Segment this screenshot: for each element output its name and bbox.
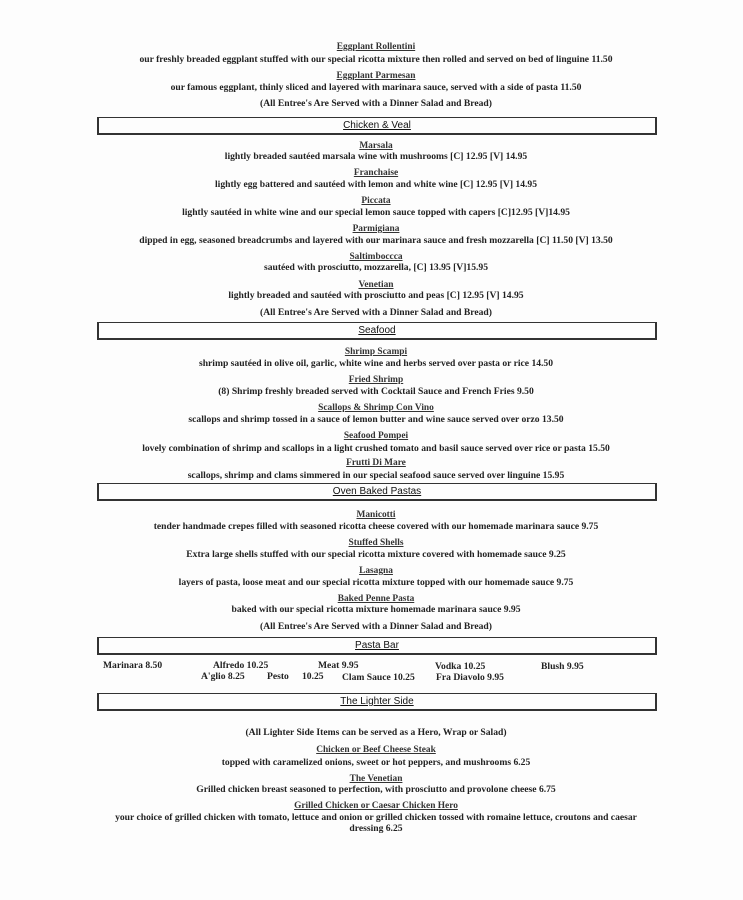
- item-title: Grilled Chicken or Caesar Chicken Hero: [294, 801, 458, 811]
- item-desc: dipped in egg, seasoned breadcrumbs and layered with our marinara sauce and fresh mozzarella [C] 11.50 [V] 13.50: [139, 235, 613, 246]
- pasta-option: Alfredo 10.25: [213, 660, 269, 671]
- item-desc: layers of pasta, loose meat and our special ricotta mixture topped with our homemade sauce 9.75: [178, 577, 574, 588]
- item-desc: Extra large shells stuffed with our special ricotta mixture covered with homemade sauce 9.25: [186, 549, 566, 560]
- item-title: Shrimp Scampi: [344, 347, 408, 357]
- item-title: Lasagna: [359, 566, 393, 576]
- item-desc: our freshly breaded eggplant stuffed with our special ricotta mixture then rolled and served on bed of linguine 11.50: [139, 54, 613, 65]
- item-desc: (8) Shrimp freshly breaded served with Cocktail Sauce and French Fries 9.50: [218, 386, 534, 397]
- item-title: Piccata: [361, 196, 391, 206]
- section-header-pasta-bar: [97, 637, 657, 655]
- entree-note: (All Entree's Are Served with a Dinner Salad and Bread): [260, 307, 492, 318]
- item-desc: tender handmade crepes filled with seasoned ricotta cheese covered with our homemade marinara sauce 9.75: [153, 521, 599, 532]
- item-title: Frutti Di Mare: [346, 458, 406, 468]
- section-title: Pasta Bar: [355, 640, 399, 651]
- section-header-chicken-veal: [97, 117, 657, 135]
- item-desc: sautéed with prosciutto, mozzarella, [C] 13.95 [V]15.95: [263, 262, 488, 273]
- item-desc-continued: dressing 6.25: [349, 823, 403, 834]
- lighter-note: (All Lighter Side Items can be served as a Hero, Wrap or Salad): [245, 727, 507, 738]
- pasta-price: 10.25: [302, 671, 324, 682]
- section-title: The Lighter Side: [340, 696, 414, 707]
- item-desc: lightly breaded sautéed marsala wine with mushrooms [C] 12.95 [V] 14.95: [224, 151, 528, 162]
- section-header-oven-baked: [97, 483, 657, 501]
- item-title: Marsala: [359, 141, 393, 151]
- pasta-option: Meat 9.95: [318, 660, 359, 671]
- item-title: Parmigiana: [352, 224, 400, 234]
- item-title: Manicotti: [356, 510, 396, 520]
- item-desc: your choice of grilled chicken with tomato, lettuce and onion or grilled chicken tossed with romaine lettuce, croutons and caesar: [115, 812, 637, 823]
- item-title: Saltimboccca: [349, 252, 403, 262]
- entree-note: (All Entree's Are Served with a Dinner Salad and Bread): [260, 98, 492, 109]
- item-desc: our famous eggplant, thinly sliced and layered with marinara sauce, served with a side of pasta 11.50: [170, 82, 582, 93]
- item-title: Seafood Pompei: [343, 431, 409, 441]
- pasta-option: Blush 9.95: [541, 661, 584, 672]
- item-title: Stuffed Shells: [348, 538, 404, 548]
- section-header-seafood: [97, 322, 657, 340]
- pasta-option: Fra Diavolo 9.95: [436, 672, 504, 683]
- item-title: Baked Penne Pasta: [337, 594, 415, 604]
- item-desc: baked with our special ricotta mixture homemade marinara sauce 9.95: [231, 604, 521, 615]
- pasta-option: A'glio 8.25: [201, 671, 245, 682]
- item-title: Scallops & Shrimp Con Vino: [318, 403, 434, 413]
- section-title: Chicken & Veal: [343, 120, 411, 131]
- item-desc: topped with caramelized onions, sweet or hot peppers, and mushrooms 6.25: [221, 757, 531, 768]
- pasta-option: Vodka 10.25: [435, 661, 486, 672]
- pasta-option: Marinara 8.50: [103, 660, 163, 671]
- section-header-lighter-side: [97, 693, 657, 711]
- item-desc: lightly breaded and sautéed with prosciutto and peas [C] 12.95 [V] 14.95: [228, 290, 524, 301]
- item-title: Eggplant Parmesan: [336, 71, 416, 81]
- item-desc: lightly egg battered and sautéed with lemon and white wine [C] 12.95 [V] 14.95: [214, 179, 537, 190]
- item-title: Fried Shrimp: [348, 375, 404, 385]
- section-title: Seafood: [358, 325, 396, 336]
- section-title: Oven Baked Pastas: [332, 486, 422, 497]
- entree-note: (All Entree's Are Served with a Dinner Salad and Bread): [260, 621, 492, 632]
- item-title: The Venetian: [349, 774, 403, 784]
- item-desc: lovely combination of shrimp and scallops in a light crushed tomato and basil sauce served over rice or pasta 15.50: [142, 443, 610, 454]
- item-desc: scallops, shrimp and clams simmered in our special seafood sauce served over linguine 15.95: [187, 470, 565, 481]
- pasta-option: Clam Sauce 10.25: [342, 672, 415, 683]
- item-title: Venetian: [358, 280, 394, 290]
- item-desc: Grilled chicken breast seasoned to perfection, with prosciutto and provolone cheese 6.75: [196, 784, 556, 795]
- item-desc: lightly sautéed in white wine and our special lemon sauce topped with capers [C]12.95 [V]14.95: [182, 207, 570, 218]
- item-desc: scallops and shrimp tossed in a sauce of lemon butter and wine sauce served over orzo 13.50: [188, 414, 564, 425]
- pasta-option: Pesto: [267, 671, 289, 682]
- item-title: Eggplant Rollentini: [336, 42, 416, 52]
- item-title: Chicken or Beef Cheese Steak: [316, 745, 436, 755]
- item-title: Franchaise: [353, 168, 399, 178]
- item-desc: shrimp sautéed in olive oil, garlic, white wine and herbs served over pasta or rice 14.50: [198, 358, 554, 369]
